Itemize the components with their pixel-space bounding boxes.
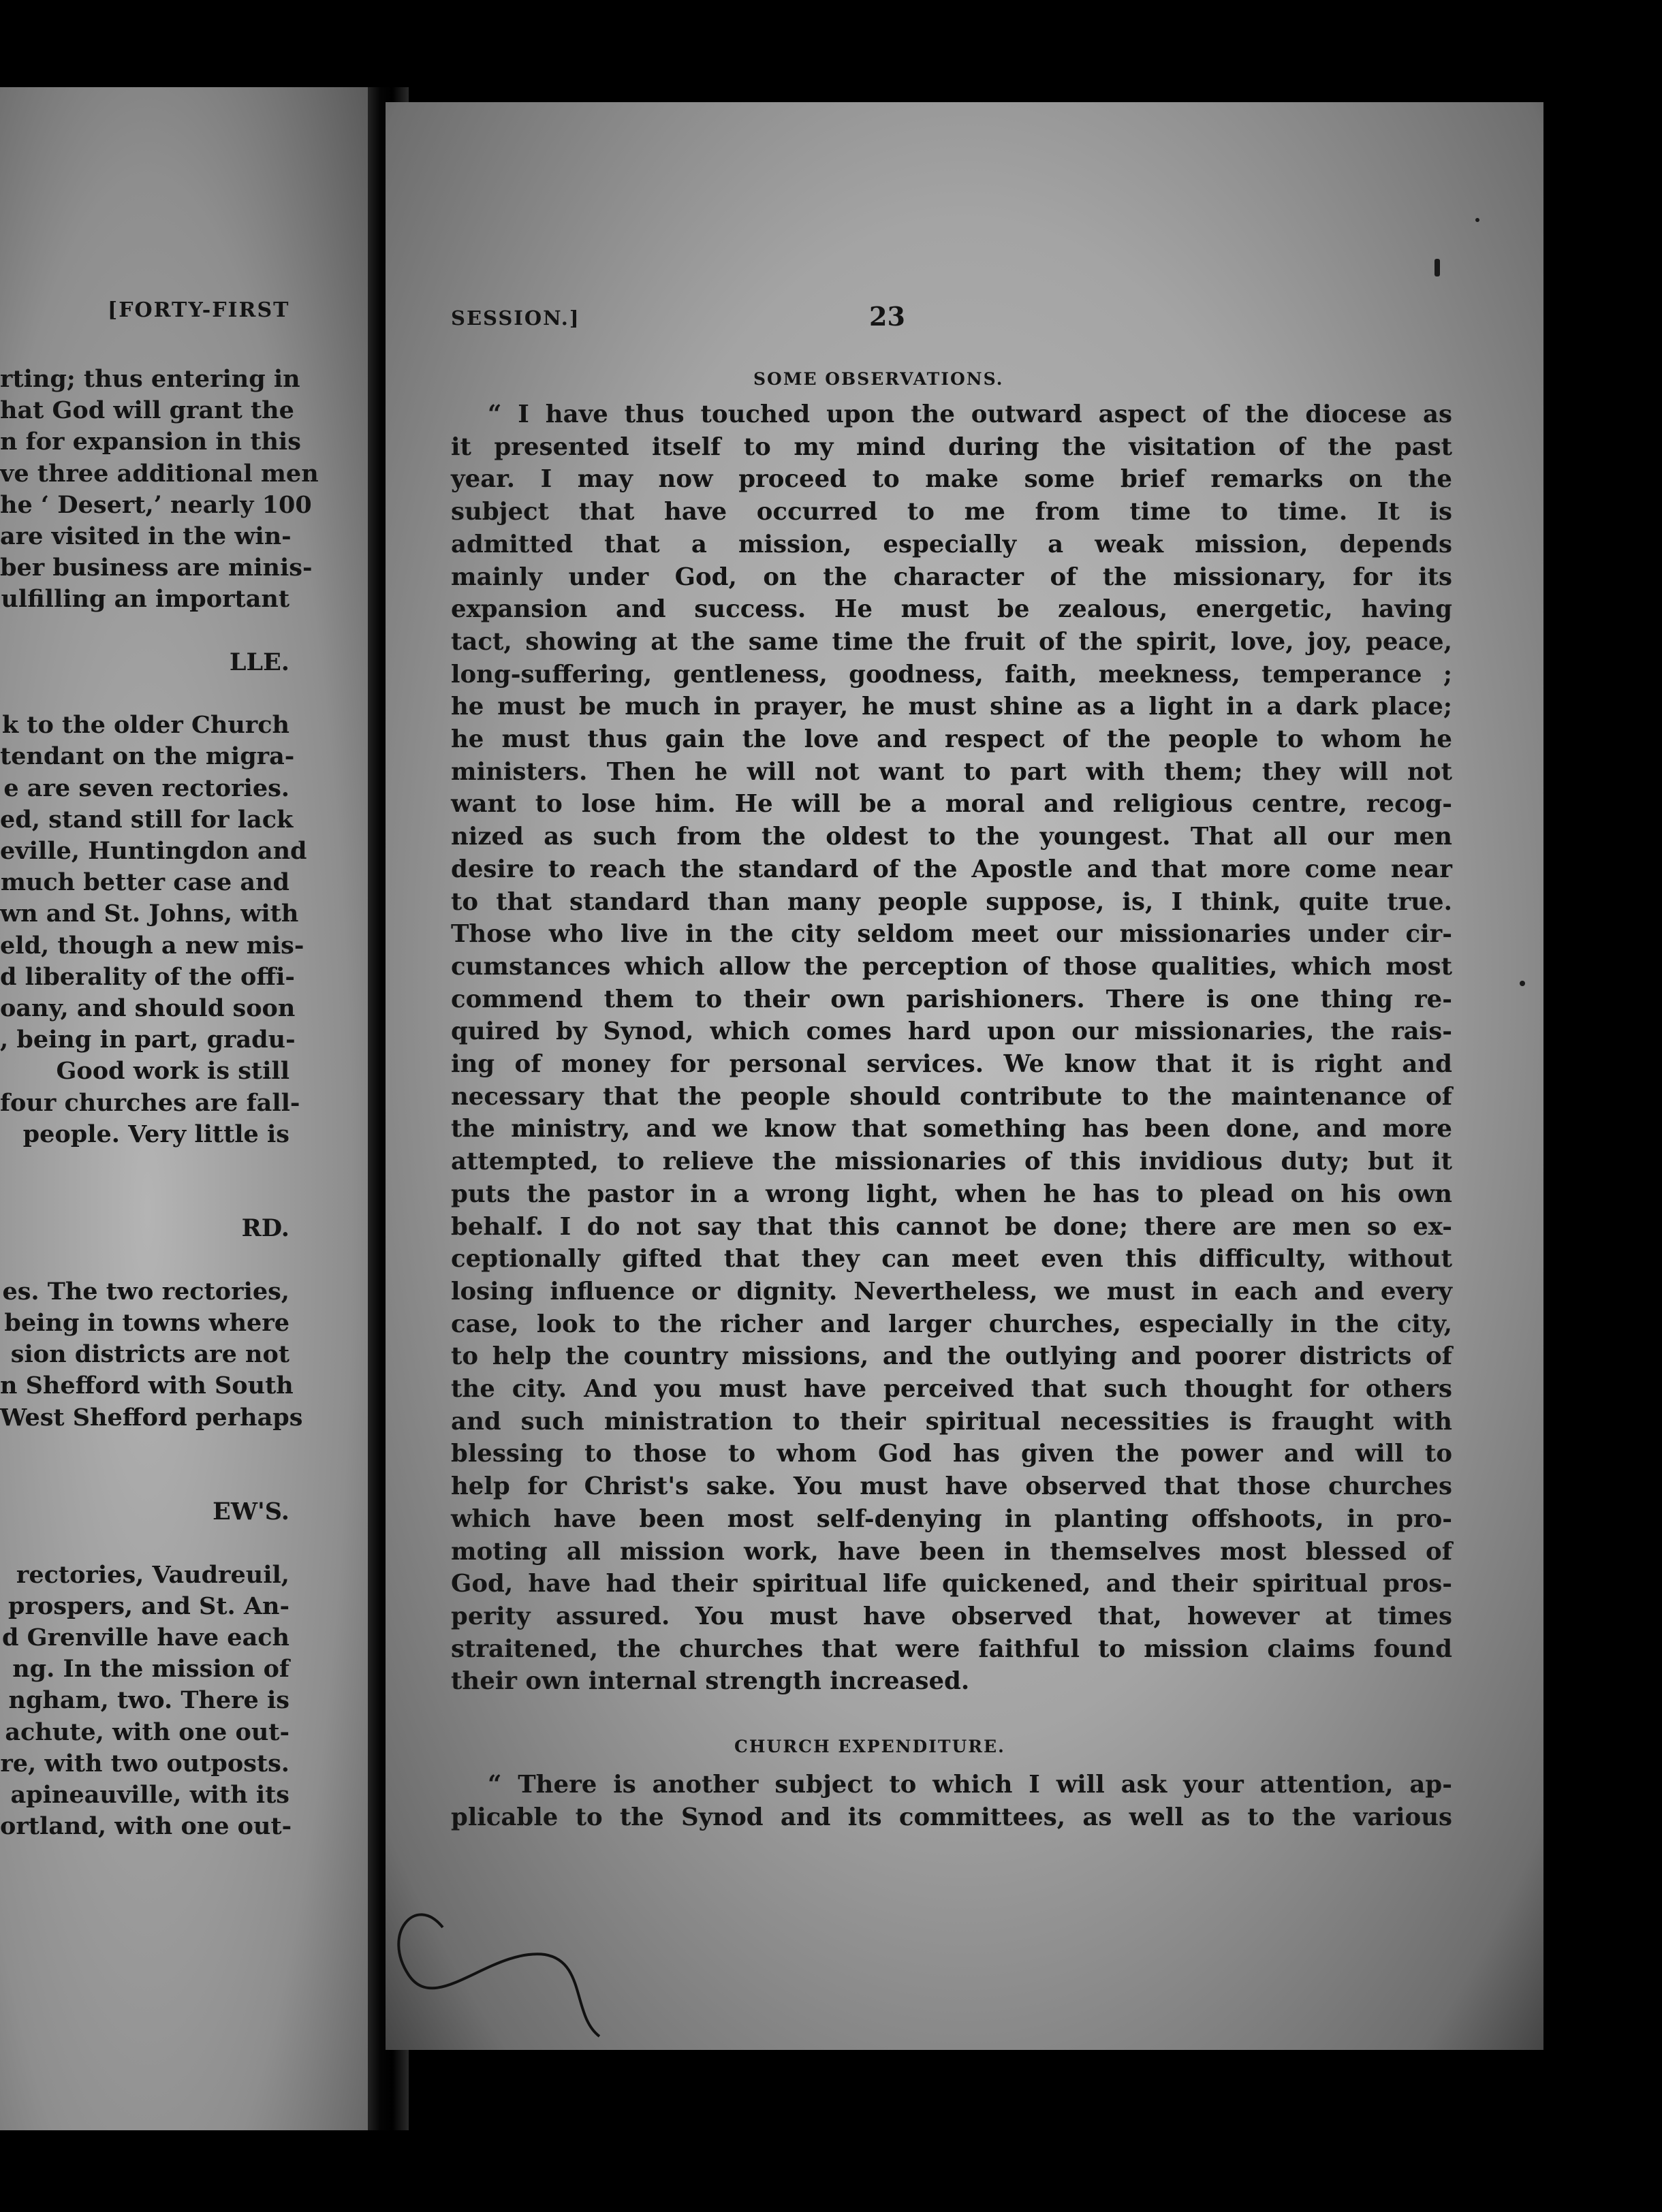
body-text-line: perity assured. You must have observed that, however at times — [451, 1602, 1452, 1630]
left-text-line: n Shefford with South — [0, 1372, 294, 1400]
body-text-line: expansion and success. He must be zealous, energetic, having — [451, 595, 1452, 624]
left-text-line: k to the older Church — [1, 711, 289, 740]
body-text-line: he must be much in prayer, he must shine as a light in a dark place; — [451, 693, 1452, 721]
body-text-line: it presented itself to my mind during the visitation of the past — [451, 432, 1452, 461]
left-text-line: hat God will grant the — [0, 396, 294, 425]
left-text-line: rting; thus entering in — [0, 365, 300, 393]
body-text-line: tact, showing at the same time the fruit of the spirit, love, joy, peace, — [451, 627, 1452, 656]
body-text-line: long-suffering, gentleness, goodness, faith, meekness, temperance ; — [451, 660, 1452, 689]
body-text-line: he must thus gain the love and respect of the people to whom he — [451, 725, 1452, 753]
left-text-line: LLE. — [229, 648, 289, 676]
left-text-line: ngham, two. There is — [8, 1686, 289, 1715]
body-text-line: plicable to the Synod and its committees, as well as to the various — [451, 1803, 1452, 1831]
left-text-line: people. Very little is — [22, 1120, 289, 1148]
body-text-line: the ministry, and we know that something has been done, and more — [451, 1115, 1452, 1143]
left-text-line: tendant on the migra- — [0, 742, 295, 771]
body-text-line: cumstances which allow the perception of those qualities, which most — [451, 952, 1452, 981]
left-text-line: wn and St. Johns, with — [0, 900, 299, 928]
left-text-line: sion districts are not — [10, 1340, 289, 1369]
body-text-line: God, have had their spiritual life quickened, and their spiritual pros- — [451, 1570, 1452, 1598]
body-text-line: puts the pastor in a wrong light, when he has to plead on his own — [451, 1180, 1452, 1208]
left-text-line: West Shefford perhaps — [0, 1403, 303, 1432]
left-text-line: prospers, and St. An- — [8, 1592, 289, 1620]
left-text-line: EW'S. — [213, 1498, 289, 1526]
left-text-line: d liberality of the offi- — [0, 962, 295, 991]
left-text-line: ve three additional men — [0, 459, 319, 488]
body-text-line: help for Christ's sake. You must have observed that those churches — [451, 1472, 1452, 1501]
section-heading-some-observations: SOME OBSERVATIONS. — [753, 369, 1004, 389]
left-text-line: oany, and should soon — [0, 994, 296, 1022]
left-text-line: d Grenville have each — [2, 1624, 289, 1652]
body-text-line: mainly under God, on the character of the missionary, for its — [451, 563, 1452, 591]
left-text-line: eld, though a new mis- — [0, 931, 304, 960]
section-heading-church-expenditure: CHURCH EXPENDITURE. — [734, 1737, 1005, 1756]
body-text-line: the city. And you must have perceived that such thought for others — [451, 1375, 1452, 1403]
body-text-line: “ I have thus touched upon the outward aspect of the diocese as — [488, 400, 1452, 428]
left-text-line: ulfilling an important — [1, 585, 289, 614]
left-text-line: ed, stand still for lack — [0, 805, 294, 834]
body-text-line: Those who live in the city seldom meet our missionaries under cir- — [451, 920, 1452, 949]
body-text-line: admitted that a mission, especially a weak mission, depends — [451, 530, 1452, 558]
body-text-line: want to lose him. He will be a moral and religious centre, recog- — [451, 790, 1452, 819]
body-text-line: moting all mission work, have been in themselves most blessed of — [451, 1537, 1452, 1566]
body-text-line: ceptionally gifted that they can meet even this difficulty, without — [451, 1245, 1452, 1274]
body-text-line: subject that have occurred to me from time to time. It is — [451, 498, 1452, 526]
page-number: 23 — [869, 301, 905, 332]
body-text-line: ministers. Then he will not want to part with them; they will not — [451, 757, 1452, 786]
body-text-line: behalf. I do not say that this cannot be done; there are men so ex- — [451, 1212, 1452, 1241]
scan-speck — [1475, 218, 1479, 222]
body-text-line: to help the country missions, and the outlying and poorer districts of — [451, 1342, 1452, 1371]
left-running-head: [FORTY-FIRST — [108, 298, 290, 322]
left-text-line: are visited in the win- — [0, 522, 292, 550]
left-text-line: being in towns where — [4, 1309, 289, 1337]
left-text-line: re, with two outposts. — [0, 1749, 289, 1778]
scan-speck — [1434, 259, 1440, 276]
left-text-line: n for expansion in this — [0, 428, 301, 456]
left-text-line: RD. — [241, 1214, 289, 1243]
body-text-line: commend them to their own parishioners. There is one thing re- — [451, 985, 1452, 1013]
body-text-line: and such ministration to their spiritual necessities is fraught with — [451, 1407, 1452, 1436]
left-text-line: ng. In the mission of — [12, 1655, 289, 1684]
body-text-line: necessary that the people should contribute to the maintenance of — [451, 1082, 1452, 1111]
left-text-line: four churches are fall- — [0, 1088, 300, 1117]
body-text-line: losing influence or dignity. Nevertheless, we must in each and every — [451, 1277, 1452, 1306]
body-text-line: to that standard than many people suppose, is, I think, quite true. — [451, 887, 1452, 916]
right-page — [386, 102, 1543, 2050]
scan-speck — [1520, 981, 1525, 986]
left-text-line: achute, with one out- — [5, 1718, 289, 1746]
left-text-line: rectories, Vaudreuil, — [16, 1560, 289, 1589]
left-text-line: e are seven rectories. — [3, 774, 289, 802]
left-text-line: ortland, with one out- — [0, 1812, 292, 1841]
left-text-line: he ‘ Desert,’ nearly 100 — [0, 490, 312, 519]
body-text-line: case, look to the richer and larger churches, especially in the city, — [451, 1310, 1452, 1338]
left-text-line: apineauville, with its — [10, 1781, 289, 1809]
body-text-line: attempted, to relieve the missionaries of this invidious duty; but it — [451, 1148, 1452, 1176]
left-text-line: , being in part, gradu- — [0, 1026, 296, 1054]
body-text-line: their own internal strength increased. — [451, 1667, 970, 1696]
body-text-line: ing of money for personal services. We know that it is right and — [451, 1050, 1452, 1078]
left-text-line: much better case and — [0, 868, 289, 897]
running-head-session: SESSION.] — [451, 306, 580, 330]
left-text-line: es. The two rectories, — [2, 1277, 289, 1306]
body-text-line: blessing to those to whom God has given the power and will to — [451, 1440, 1452, 1468]
left-text-line: Good work is still — [56, 1057, 289, 1086]
body-text-line: year. I may now proceed to make some brief remarks on the — [451, 465, 1452, 494]
body-text-line: quired by Synod, which comes hard upon our missionaries, the rais- — [451, 1017, 1452, 1046]
body-text-line: which have been most self-denying in planting offshoots, in pro- — [451, 1504, 1452, 1533]
body-text-line: desire to reach the standard of the Apostle and that more come near — [451, 855, 1452, 883]
body-text-line: straitened, the churches that were faithful to mission claims found — [451, 1634, 1452, 1663]
body-text-line: “ There is another subject to which I will ask your attention, ap- — [488, 1771, 1452, 1799]
left-text-line: ber business are minis- — [0, 554, 313, 582]
body-text-line: nized as such from the oldest to the youngest. That all our men — [451, 823, 1452, 851]
left-page — [0, 87, 369, 2130]
left-text-line: eville, Huntingdon and — [0, 837, 307, 865]
